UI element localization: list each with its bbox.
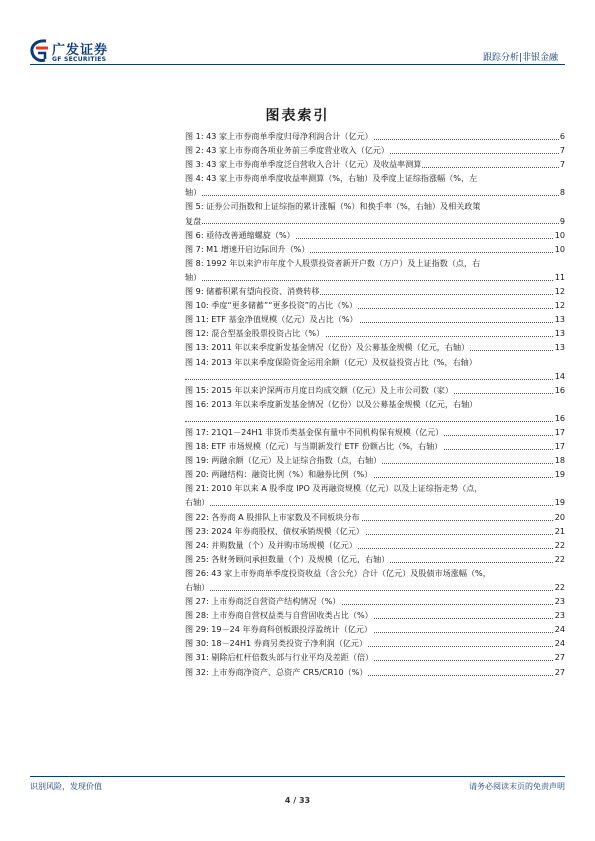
toc-entry-page: 16 xyxy=(554,383,565,397)
toc-entry-label-cont: 复盘 xyxy=(185,214,202,228)
toc-entry-label: 图 30: 18－24H1 券商另类投资子净利润（亿元） xyxy=(185,636,368,650)
toc-entry-page: 18 xyxy=(554,453,565,467)
toc-leader-dots xyxy=(185,505,565,506)
toc-entry[interactable] xyxy=(185,467,565,481)
toc-entry-label: 图 15: 2015 年以来沪深两市月度日均成交额（亿元）及上市公司数（家） xyxy=(185,383,454,397)
toc-entry-label: 图 25: 各财务顾问承担数量（个）及规模（亿元，右轴） xyxy=(185,552,390,566)
toc-entry-page: 22 xyxy=(554,552,565,566)
toc-entry-label: 图 5: 证券公司指数和上证综指的累计涨幅（%）和换手率（%，右轴）及相关政策 xyxy=(185,201,481,212)
figure-index-list xyxy=(185,129,565,679)
toc-entry[interactable] xyxy=(185,143,565,157)
toc-entry[interactable] xyxy=(185,608,565,622)
toc-leader-dots xyxy=(185,421,565,422)
toc-entry[interactable] xyxy=(185,256,565,284)
toc-entry[interactable] xyxy=(185,129,565,143)
toc-entry-label: 图 21: 2010 年以来 A 股季度 IPO 及再融资规模（亿元）以及上证综指走势（点， xyxy=(185,483,483,494)
toc-entry-label-cont: 右轴） xyxy=(185,495,210,509)
toc-entry[interactable] xyxy=(185,284,565,298)
toc-entry-page: 23 xyxy=(554,608,565,622)
toc-entry-label: 图 4: 43 家上市券商单季度收益率测算（%，右轴）及季度上证综指涨幅（%，左 xyxy=(185,173,478,184)
toc-entry[interactable] xyxy=(185,171,565,199)
toc-entry-label: 图 18: ETF 市场规模（亿元）与当期新发行 ETF 份额占比（%，右轴） xyxy=(185,439,443,453)
toc-entry-label: 图 7: M1 增速开启边际回升（%） xyxy=(185,242,310,256)
toc-entry-label: 图 1: 43 家上市券商单季度归母净利润合计（亿元） xyxy=(185,129,374,143)
toc-entry-page: 11 xyxy=(554,270,565,284)
toc-entry-label: 图 8: 1992 年以来沪市年度个人股票投资者新开户数（万户）及上证指数（点，右 xyxy=(185,257,481,268)
toc-entry-label: 图 17: 21Q1－24H1 非货币类基金保有量中不同机构保有规模（亿元） xyxy=(185,425,444,439)
toc-entry-page: 17 xyxy=(554,439,565,453)
toc-entry-page: 19 xyxy=(554,495,565,509)
toc-entry-page: 12 xyxy=(554,284,565,298)
toc-entry[interactable] xyxy=(185,425,565,439)
toc-entry-page: 7 xyxy=(559,157,565,171)
toc-entry-page: 13 xyxy=(554,312,565,326)
toc-entry-label: 图 20: 两融结构：融资比例（%）和融券比例（%） xyxy=(185,467,373,481)
toc-entry-label-cont: 右轴） xyxy=(185,580,210,594)
toc-entry-page: 8 xyxy=(559,185,565,199)
toc-entry[interactable] xyxy=(185,566,565,594)
toc-entry-page: 6 xyxy=(559,129,565,143)
gf-logo-icon xyxy=(30,38,50,64)
toc-leader-dots xyxy=(185,280,565,281)
header-divider xyxy=(30,64,565,65)
toc-entry-label: 图 26: 43 家上市券商单季度投资收益（含公允）合计（亿元）及股债市场涨幅（%， xyxy=(185,567,491,578)
toc-entry-page: 13 xyxy=(554,326,565,340)
toc-entry-page: 9 xyxy=(559,214,565,228)
toc-entry[interactable] xyxy=(185,340,565,354)
toc-entry-page: 16 xyxy=(554,411,565,425)
toc-entry[interactable] xyxy=(185,228,565,242)
toc-entry-page: 13 xyxy=(554,340,565,354)
toc-entry-page: 27 xyxy=(554,665,565,679)
toc-entry[interactable] xyxy=(185,397,565,425)
toc-entry-label: 图 16: 2013 年以来季度新发基金情况（亿份）以及公募基金规模（亿元，右轴） xyxy=(185,398,478,409)
toc-entry[interactable] xyxy=(185,552,565,566)
toc-entry-label: 图 10: 季度“更多储蓄”“更多投资”的占比（%） xyxy=(185,298,358,312)
toc-entry-label: 图 6: 亟待改善通缩螺旋（%） xyxy=(185,228,296,242)
toc-entry-label: 图 31: 剔除后杠杆倍数头部与行业平均及差距（倍） xyxy=(185,650,374,664)
toc-entry-label: 图 22: 各券商 A 股排队上市家数及不同板块分布 xyxy=(185,510,361,524)
toc-entry-label: 图 32: 上市券商净资产、总资产 CR5/CR10（%） xyxy=(185,665,368,679)
toc-entry[interactable] xyxy=(185,298,565,312)
toc-entry[interactable] xyxy=(185,326,565,340)
toc-entry[interactable] xyxy=(185,355,565,383)
toc-leader-dots xyxy=(185,223,565,224)
toc-entry-page: 27 xyxy=(554,650,565,664)
toc-entry-label: 图 14: 2013 年以来季度保险资金运用余额（亿元）及权益投资占比（%，右轴） xyxy=(185,356,477,367)
toc-entry-label: 图 24: 并购数量（个）及并购市场规模（亿元） xyxy=(185,538,358,552)
page-header xyxy=(0,0,595,72)
toc-entry-label: 图 9: 储蓄积累有望向投资、消费转移 xyxy=(185,284,320,298)
toc-leader-dots xyxy=(185,590,565,591)
toc-entry-label: 图 28: 上市券商自营权益类与自营固收类占比（%） xyxy=(185,608,374,622)
toc-entry-page: 10 xyxy=(554,242,565,256)
toc-entry-page: 22 xyxy=(554,538,565,552)
toc-entry-label-cont: 轴） xyxy=(185,270,202,284)
toc-entry-page: 17 xyxy=(554,425,565,439)
toc-entry-page: 12 xyxy=(554,298,565,312)
page-title: 图表索引 xyxy=(265,108,330,124)
logo-text-cn: 广发证券 xyxy=(52,43,109,58)
footer-disclaimer: 请务必阅读末页的免责声明 xyxy=(469,782,565,791)
toc-entry-page: 23 xyxy=(554,594,565,608)
toc-entry-label: 图 27: 上市券商泛自营资产结构情况（%） xyxy=(185,594,341,608)
toc-entry-page: 10 xyxy=(554,228,565,242)
toc-entry[interactable] xyxy=(185,439,565,453)
toc-entry[interactable] xyxy=(185,650,565,664)
toc-entry[interactable] xyxy=(185,636,565,650)
toc-entry[interactable] xyxy=(185,242,565,256)
toc-entry-label: 图 13: 2011 年以来季度新发基金情况（亿份）及公募基金规模（亿元，右轴） xyxy=(185,340,470,354)
toc-entry[interactable] xyxy=(185,622,565,636)
toc-entry[interactable] xyxy=(185,199,565,227)
toc-entry[interactable] xyxy=(185,594,565,608)
toc-entry-label: 图 19: 两融余额（亿元）及上证综合指数（点，右轴） xyxy=(185,453,382,467)
report-type: 跟踪分析|非银金融 xyxy=(482,53,558,63)
toc-entry[interactable] xyxy=(185,538,565,552)
toc-entry-page: 22 xyxy=(554,580,565,594)
toc-entry-label: 图 12: 混合型基金股票投资占比（%） xyxy=(185,326,325,340)
toc-entry-page: 24 xyxy=(554,636,565,650)
toc-entry-page: 24 xyxy=(554,622,565,636)
toc-entry-page: 7 xyxy=(559,143,565,157)
toc-entry-label: 图 29: 19－24 年券商科创板跟投浮盈统计（亿元） xyxy=(185,622,373,636)
toc-entry[interactable] xyxy=(185,510,565,524)
toc-entry-label: 图 11: ETF 基金净值规模（亿元）及占比（%） xyxy=(185,312,359,326)
toc-entry-page: 19 xyxy=(554,467,565,481)
toc-entry-page: 21 xyxy=(554,524,565,538)
toc-entry-page: 14 xyxy=(554,369,565,383)
toc-entry[interactable] xyxy=(185,453,565,467)
toc-entry[interactable] xyxy=(185,481,565,509)
toc-entry-label: 图 3: 43 家上市券商单季度泛自营收入合计（亿元）及收益率测算 xyxy=(185,157,422,171)
toc-entry-label: 图 2: 43 家上市券商各项业务前三季度营业收入（亿元） xyxy=(185,143,390,157)
toc-leader-dots xyxy=(185,195,565,196)
logo-text-en: GF SECURITIES xyxy=(52,56,107,63)
toc-entry[interactable] xyxy=(185,524,565,538)
footer-divider xyxy=(30,776,565,777)
toc-entry-label-cont: 轴） xyxy=(185,185,202,199)
footer-slogan: 识别风险，发现价值 xyxy=(30,782,102,791)
toc-entry-label: 图 23: 2024 年券商股权、债权承销规模（亿元） xyxy=(185,524,365,538)
toc-entry[interactable] xyxy=(185,665,565,679)
toc-entry[interactable] xyxy=(185,312,565,326)
toc-entry[interactable] xyxy=(185,383,565,397)
toc-entry[interactable] xyxy=(185,157,565,171)
toc-leader-dots xyxy=(185,379,565,380)
page-number: 4 / 33 xyxy=(284,796,311,805)
toc-entry-page: 20 xyxy=(554,510,565,524)
